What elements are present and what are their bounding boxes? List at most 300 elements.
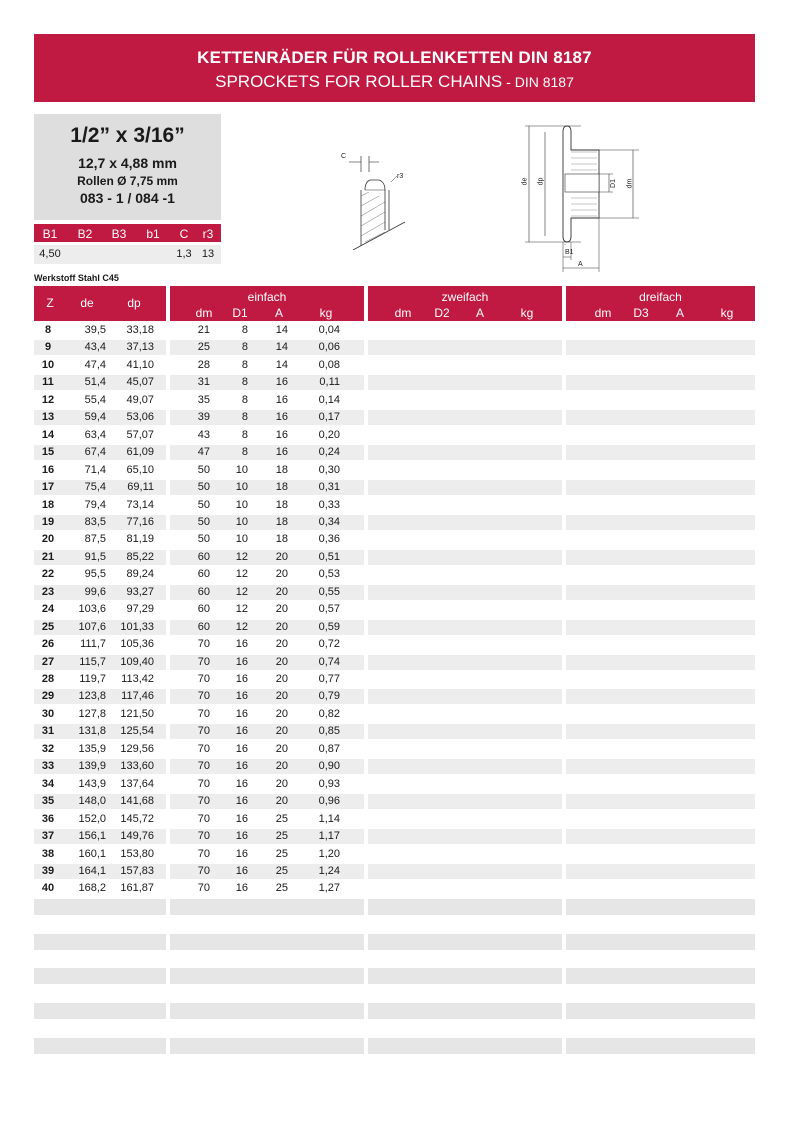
cell-de: 115,7 — [79, 655, 106, 668]
cell-z: 23 — [41, 585, 55, 598]
cell-dp: 161,87 — [120, 882, 154, 895]
cell-dm: 70 — [197, 864, 210, 877]
table-row-shading — [368, 689, 562, 704]
cell-d1: 16 — [235, 864, 248, 877]
cell-kg: 0,59 — [318, 620, 340, 633]
cell-dm: 28 — [197, 358, 210, 371]
cell-dm: 50 — [197, 533, 210, 546]
cell-dm: 60 — [197, 550, 210, 563]
cell-dp: 77,16 — [126, 515, 154, 528]
cell-z: 12 — [41, 393, 55, 406]
col-triple-dm: dm — [594, 306, 612, 320]
cell-z: 10 — [41, 358, 55, 371]
cell-de: 135,9 — [78, 742, 106, 755]
empty-table-row — [368, 934, 562, 950]
cell-a: 18 — [275, 463, 288, 476]
cell-de: 143,9 — [78, 777, 106, 790]
cell-a: 18 — [275, 533, 288, 546]
cell-dm: 43 — [197, 428, 210, 441]
cell-dp: 129,56 — [120, 742, 154, 755]
cell-kg: 0,06 — [318, 341, 340, 354]
cell-dp: 141,68 — [120, 795, 154, 808]
empty-table-row — [368, 899, 562, 915]
chain-size: 1/2” x 3/16” — [70, 124, 185, 147]
table-row-shading — [566, 410, 755, 425]
table-row-shading — [368, 829, 562, 844]
cell-dm: 70 — [197, 847, 210, 860]
cell-z: 29 — [41, 690, 55, 703]
cell-dm: 70 — [197, 655, 210, 668]
cell-z: 14 — [41, 428, 55, 441]
cell-de: 71,4 — [84, 463, 106, 476]
cell-z: 32 — [41, 742, 55, 755]
cell-dm: 70 — [197, 638, 210, 651]
cell-a: 18 — [275, 515, 288, 528]
cell-kg: 0,51 — [318, 550, 340, 563]
cell-dp: 33,18 — [126, 324, 154, 336]
cell-de: 67,4 — [84, 446, 106, 459]
table-row-shading — [566, 655, 755, 670]
header-b2: B2 — [77, 227, 93, 241]
cell-kg: 0,82 — [318, 707, 340, 720]
table-row-shading — [566, 515, 755, 530]
cell-z: 40 — [41, 882, 55, 895]
table-row-shading — [368, 585, 562, 600]
table-row-shading — [566, 759, 755, 774]
table-row-shading — [566, 550, 755, 565]
cell-d1: 10 — [235, 533, 248, 546]
empty-table-row — [566, 1003, 755, 1019]
cell-d1: 16 — [235, 795, 248, 808]
col-double-kg: kg — [520, 306, 534, 320]
cell-dm: 50 — [197, 515, 210, 528]
table-row-shading — [368, 864, 562, 879]
cell-kg: 1,27 — [318, 882, 340, 895]
empty-table-row — [368, 968, 562, 984]
cell-kg: 1,24 — [318, 864, 340, 877]
cell-kg: 0,79 — [318, 690, 340, 703]
cell-dp: 125,54 — [120, 725, 154, 738]
group-triple: dreifach — [639, 290, 682, 304]
empty-table-row — [170, 968, 364, 984]
table-row-shading — [368, 620, 562, 635]
table-row-shading — [566, 375, 755, 390]
roller-diameter: Rollen Ø 7,75 mm — [77, 174, 178, 188]
cell-de: 160,1 — [78, 847, 106, 860]
cell-kg: 0,57 — [318, 603, 340, 616]
cell-de: 91,5 — [84, 550, 106, 563]
cell-d1: 16 — [235, 725, 248, 738]
cell-dm: 21 — [197, 324, 210, 336]
cell-kg: 0,53 — [318, 568, 340, 581]
table-row-shading — [368, 410, 562, 425]
cell-z: 26 — [41, 638, 55, 651]
cell-z: 25 — [41, 620, 55, 633]
col-triple-d3: D3 — [633, 306, 649, 320]
cell-z: 19 — [41, 515, 55, 528]
cell-d1: 16 — [235, 655, 248, 668]
cell-dm: 70 — [197, 777, 210, 790]
cell-z: 24 — [41, 603, 55, 616]
chain-code: 083 - 1 / 084 -1 — [80, 190, 175, 206]
chain-size-mm: 12,7 x 4,88 mm — [78, 155, 177, 171]
cell-d1: 16 — [235, 742, 248, 755]
cell-d1: 12 — [235, 603, 248, 616]
cell-dm: 31 — [197, 376, 210, 389]
table-row-shading — [368, 550, 562, 565]
table-row-shading — [566, 480, 755, 495]
col-single-kg: kg — [319, 306, 333, 320]
cell-dm: 50 — [197, 498, 210, 511]
cell-z: 18 — [41, 498, 55, 511]
cell-dm: 60 — [197, 620, 210, 633]
cell-d1: 16 — [235, 638, 248, 651]
cell-a: 25 — [275, 882, 288, 895]
cell-a: 16 — [275, 376, 288, 389]
cell-a: 16 — [275, 411, 288, 424]
cell-de: 119,7 — [79, 673, 106, 685]
cell-dp: 145,72 — [120, 812, 154, 825]
label-r3: r3 — [397, 173, 404, 180]
cell-kg: 0,31 — [318, 481, 340, 494]
col-double-a: A — [475, 306, 484, 320]
cell-z: 13 — [41, 411, 55, 424]
empty-table-row — [566, 1038, 755, 1054]
cell-dp: 137,64 — [120, 777, 154, 790]
table-header-single — [170, 286, 364, 321]
table-row-shading — [368, 445, 562, 460]
material-note: Werkstoff Stahl C45 — [34, 273, 119, 283]
cell-kg: 0,14 — [318, 393, 340, 406]
cell-d1: 16 — [235, 830, 248, 843]
cell-z: 33 — [41, 760, 55, 773]
cell-a: 14 — [275, 324, 288, 336]
cell-a: 18 — [275, 498, 288, 511]
cell-kg: 0,55 — [318, 585, 340, 598]
label-dm: dm — [626, 178, 634, 189]
cell-a: 20 — [275, 742, 288, 755]
cell-de: 51,4 — [84, 376, 106, 389]
cell-z: 22 — [41, 568, 55, 581]
cell-dp: 133,60 — [120, 760, 154, 773]
empty-table-row — [170, 1003, 364, 1019]
col-triple-a: A — [675, 306, 684, 320]
cell-dm: 70 — [197, 830, 210, 843]
cell-a: 14 — [275, 358, 288, 371]
cell-z: 36 — [41, 812, 55, 825]
cell-dm: 70 — [197, 882, 210, 895]
empty-table-row — [170, 899, 364, 915]
dimension-table-row — [34, 245, 221, 264]
col-double-dm: dm — [394, 306, 412, 320]
cell-d1: 16 — [235, 690, 248, 703]
cell-dp: 113,42 — [121, 673, 154, 685]
empty-table-row — [34, 934, 166, 950]
cell-a: 20 — [275, 777, 288, 790]
cell-de: 103,6 — [78, 603, 106, 616]
cell-a: 16 — [275, 428, 288, 441]
empty-table-row — [566, 934, 755, 950]
cell-kg: 0,90 — [318, 760, 340, 773]
cell-a: 16 — [275, 446, 288, 459]
table-row-shading — [368, 515, 562, 530]
cell-dm: 70 — [197, 795, 210, 808]
cell-d1: 8 — [241, 411, 248, 424]
cell-z: 17 — [41, 481, 55, 494]
title-banner — [34, 34, 755, 102]
cell-z: 16 — [41, 463, 55, 476]
header-c: C — [179, 227, 189, 241]
cell-de: 95,5 — [84, 568, 106, 581]
cell-d1: 16 — [235, 882, 248, 895]
cell-kg: 0,34 — [318, 515, 340, 528]
group-double: zweifach — [441, 290, 489, 304]
cell-dm: 70 — [197, 760, 210, 773]
cell-de: 111,7 — [80, 638, 106, 651]
cell-z: 15 — [41, 446, 55, 459]
cell-a: 18 — [275, 481, 288, 494]
cell-z: 8 — [44, 324, 52, 336]
cell-dp: 49,07 — [126, 393, 154, 406]
empty-table-row — [368, 1003, 562, 1019]
header-r3: r3 — [202, 227, 214, 241]
table-header-base — [34, 286, 166, 321]
cell-kg: 1,17 — [318, 830, 340, 843]
cell-dp: 97,29 — [126, 603, 154, 616]
cell-kg: 0,72 — [318, 638, 340, 651]
table-row-shading — [368, 480, 562, 495]
cell-z: 35 — [41, 795, 55, 808]
cell-dm: 70 — [197, 742, 210, 755]
cell-dp: 37,13 — [126, 341, 154, 354]
cell-kg: 0,24 — [318, 446, 340, 459]
cell-de: 47,4 — [84, 358, 106, 371]
header-b1-lower: b1 — [146, 227, 160, 241]
cell-kg: 0,74 — [318, 655, 340, 668]
cell-kg: 0,77 — [318, 673, 340, 685]
cell-dp: 149,76 — [120, 830, 154, 843]
cell-a: 20 — [275, 585, 288, 598]
cell-d1: 10 — [235, 515, 248, 528]
table-row-shading — [368, 655, 562, 670]
cell-d1: 10 — [235, 481, 248, 494]
cell-kg: 1,14 — [318, 812, 340, 825]
cell-d1: 8 — [241, 376, 248, 389]
cell-dm: 60 — [197, 568, 210, 581]
cell-dp: 157,83 — [120, 864, 154, 877]
cell-d1: 16 — [235, 673, 248, 685]
cell-d1: 12 — [235, 585, 248, 598]
label-a: A — [578, 261, 583, 268]
col-z: Z — [46, 296, 54, 310]
cell-a: 20 — [275, 673, 288, 685]
cell-de: 123,8 — [78, 690, 106, 703]
cell-dp: 65,10 — [126, 463, 154, 476]
cell-z: 30 — [41, 707, 55, 720]
cell-a: 20 — [275, 655, 288, 668]
table-header-triple — [566, 286, 755, 321]
cell-a: 20 — [275, 568, 288, 581]
col-double-d2: D2 — [434, 306, 450, 320]
cell-dp: 73,14 — [126, 498, 154, 511]
cell-kg: 0,04 — [318, 324, 340, 336]
cell-de: 75,4 — [84, 481, 106, 494]
table-row-shading — [566, 445, 755, 460]
cell-dp: 117,46 — [121, 690, 154, 703]
table-row-shading — [566, 620, 755, 635]
empty-table-row — [566, 968, 755, 984]
cell-dp: 45,07 — [126, 376, 154, 389]
cell-kg: 0,08 — [318, 358, 340, 371]
title-german: KETTENRÄDER FÜR ROLLENKETTEN DIN 8187 — [197, 48, 592, 67]
cell-de: 148,0 — [78, 795, 106, 808]
cell-a: 25 — [275, 812, 288, 825]
cell-dp: 109,40 — [120, 655, 154, 668]
cell-dm: 50 — [197, 481, 210, 494]
cell-z: 28 — [41, 673, 55, 685]
cell-d1: 12 — [235, 568, 248, 581]
cell-z: 39 — [41, 864, 55, 877]
cell-dm: 35 — [197, 393, 210, 406]
empty-table-row — [566, 899, 755, 915]
cell-a: 20 — [275, 760, 288, 773]
cell-d1: 16 — [235, 847, 248, 860]
cell-a: 16 — [275, 393, 288, 406]
cell-d1: 8 — [241, 446, 248, 459]
cell-de: 55,4 — [84, 393, 106, 406]
cell-a: 20 — [275, 603, 288, 616]
cell-a: 20 — [275, 690, 288, 703]
header-b1: B1 — [42, 227, 58, 241]
cell-de: 168,2 — [78, 882, 106, 895]
table-row-shading — [368, 340, 562, 355]
cell-dp: 61,09 — [126, 446, 154, 459]
cell-dm: 60 — [197, 585, 210, 598]
cell-d1: 10 — [235, 498, 248, 511]
cell-kg: 0,36 — [318, 533, 340, 546]
cell-dp: 89,24 — [126, 568, 154, 581]
label-dp: dp — [537, 177, 545, 186]
label-b1: B1 — [565, 249, 574, 256]
cell-kg: 0,20 — [318, 428, 340, 441]
cell-d1: 8 — [241, 428, 248, 441]
cell-de: 107,6 — [78, 620, 106, 633]
empty-table-row — [34, 968, 166, 984]
header-b3: B3 — [111, 227, 127, 241]
cell-kg: 0,30 — [318, 463, 340, 476]
cell-dm: 70 — [197, 673, 210, 685]
table-row-shading — [566, 864, 755, 879]
cell-d1: 16 — [235, 760, 248, 773]
cell-kg: 0,33 — [318, 498, 340, 511]
cell-dm: 70 — [197, 707, 210, 720]
dimension-table-header — [34, 224, 221, 242]
col-triple-kg: kg — [720, 306, 734, 320]
title-english: SPROCKETS FOR ROLLER CHAINS - DIN 8187 — [215, 72, 574, 91]
table-row-shading — [566, 585, 755, 600]
group-single: einfach — [247, 290, 287, 304]
cell-dp: 57,07 — [126, 428, 154, 441]
cell-dm: 50 — [197, 463, 210, 476]
table-row-shading — [368, 794, 562, 809]
cell-dm: 60 — [197, 603, 210, 616]
table-row-shading — [566, 794, 755, 809]
cell-z: 34 — [41, 777, 55, 790]
table-row-shading — [566, 689, 755, 704]
cell-de: 39,5 — [84, 324, 106, 336]
cell-kg: 0,93 — [318, 777, 340, 790]
cell-a: 20 — [275, 725, 288, 738]
cell-dp: 81,19 — [126, 533, 154, 546]
cell-a: 25 — [275, 830, 288, 843]
cell-dp: 41,10 — [126, 358, 154, 371]
cell-kg: 1,20 — [318, 847, 340, 860]
table-row-shading — [566, 724, 755, 739]
cell-dm: 70 — [197, 725, 210, 738]
col-single-a: A — [274, 306, 283, 320]
cell-de: 152,0 — [78, 812, 106, 825]
table-row-shading — [566, 340, 755, 355]
table-row-shading — [368, 724, 562, 739]
col-de: de — [80, 296, 94, 310]
col-dp: dp — [127, 296, 141, 310]
cell-d1: 12 — [235, 550, 248, 563]
empty-table-row — [170, 1038, 364, 1054]
cell-z: 37 — [41, 830, 55, 843]
cell-kg: 0,87 — [318, 742, 340, 755]
sprocket-section-drawing — [515, 122, 645, 274]
cell-de: 164,1 — [78, 864, 106, 877]
cell-z: 27 — [41, 655, 55, 668]
cell-dp: 153,80 — [120, 847, 154, 860]
empty-table-row — [34, 899, 166, 915]
cell-dm: 47 — [197, 446, 210, 459]
table-row-shading — [566, 829, 755, 844]
cell-de: 87,5 — [84, 533, 106, 546]
value-r3: 13 — [201, 248, 215, 260]
table-header-double — [368, 286, 562, 321]
cell-de: 131,8 — [78, 725, 106, 738]
cell-kg: 0,85 — [318, 725, 340, 738]
cell-dp: 53,06 — [126, 411, 154, 424]
col-single-d1: D1 — [232, 306, 248, 320]
cell-a: 25 — [275, 847, 288, 860]
cell-dm: 70 — [197, 690, 210, 703]
cell-d1: 8 — [241, 341, 248, 354]
empty-table-row — [170, 934, 364, 950]
table-row-shading — [368, 759, 562, 774]
cell-dp: 105,36 — [120, 638, 154, 651]
empty-table-row — [34, 1003, 166, 1019]
cell-kg: 0,96 — [318, 795, 340, 808]
cell-a: 14 — [275, 341, 288, 354]
cell-de: 156,1 — [78, 830, 106, 843]
cell-d1: 16 — [235, 812, 248, 825]
cell-z: 38 — [41, 847, 55, 860]
cell-d1: 8 — [241, 358, 248, 371]
cell-de: 43,4 — [84, 341, 106, 354]
label-de: de — [521, 177, 529, 186]
cell-a: 25 — [275, 864, 288, 877]
cell-z: 20 — [41, 533, 55, 546]
cell-dp: 85,22 — [126, 550, 154, 563]
chain-spec-box — [34, 114, 221, 220]
cell-de: 139,9 — [78, 760, 106, 773]
label-d1: D1 — [609, 179, 617, 188]
cell-z: 11 — [42, 376, 54, 389]
cell-de: 99,6 — [84, 585, 106, 598]
cell-dp: 121,50 — [120, 707, 154, 720]
